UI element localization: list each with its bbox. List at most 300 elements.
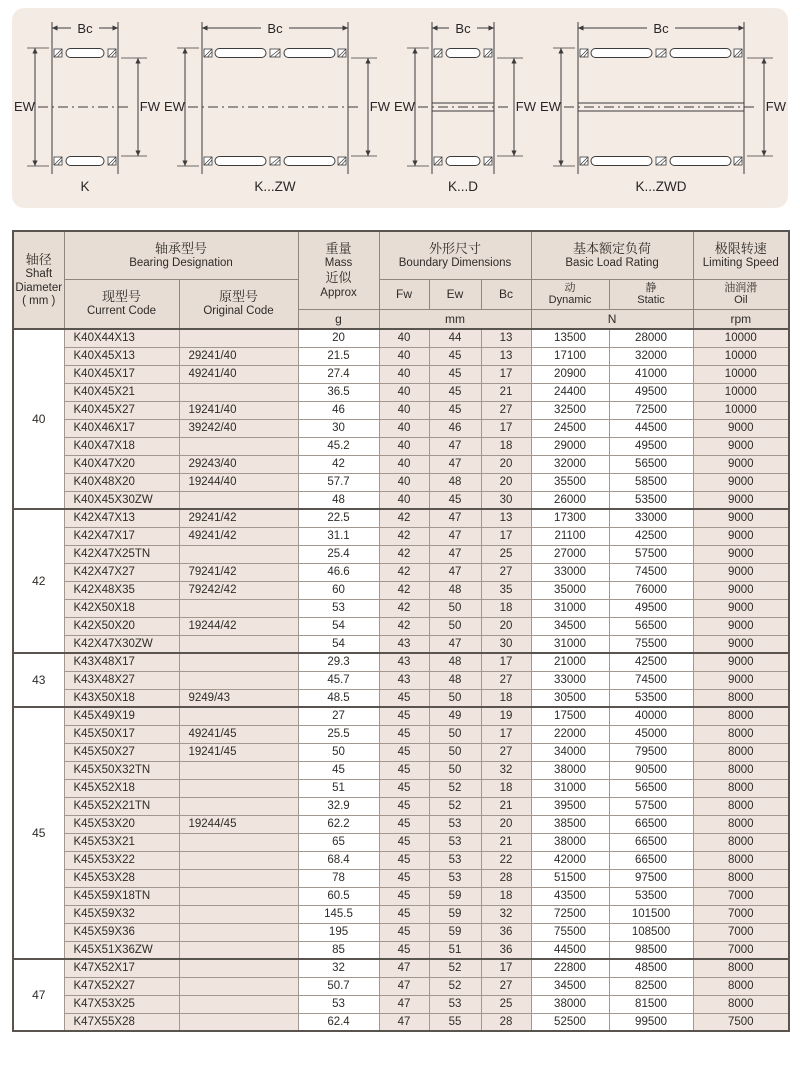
mass-cell: 53 bbox=[298, 995, 379, 1013]
mass-cell: 85 bbox=[298, 941, 379, 959]
header-shaft-cn: 轴径 bbox=[25, 252, 52, 268]
original-code-cell bbox=[179, 905, 298, 923]
original-code-cell bbox=[179, 761, 298, 779]
bc-cell: 13 bbox=[481, 509, 531, 527]
ew-cell: 45 bbox=[429, 347, 481, 365]
fw-cell: 40 bbox=[379, 491, 429, 509]
fw-cell: 45 bbox=[379, 725, 429, 743]
current-code-cell: K40X47X18 bbox=[64, 437, 179, 455]
current-code-cell: K47X53X25 bbox=[64, 995, 179, 1013]
bc-cell: 25 bbox=[481, 545, 531, 563]
original-code-cell: 49241/40 bbox=[179, 365, 298, 383]
bc-dimension-label: Bc bbox=[77, 21, 93, 36]
ew-cell: 48 bbox=[429, 653, 481, 671]
bc-cell: 20 bbox=[481, 617, 531, 635]
static-load-cell: 49500 bbox=[609, 599, 693, 617]
bc-cell: 18 bbox=[481, 887, 531, 905]
shaft-diameter-cell: 43 bbox=[13, 653, 64, 707]
static-load-cell: 97500 bbox=[609, 869, 693, 887]
current-code-cell: K43X48X17 bbox=[64, 653, 179, 671]
header-bc-label: Bc bbox=[499, 287, 514, 301]
dynamic-load-cell: 27000 bbox=[531, 545, 609, 563]
current-code-cell: K45X53X20 bbox=[64, 815, 179, 833]
mass-cell: 50.7 bbox=[298, 977, 379, 995]
current-code-cell: K45X53X28 bbox=[64, 869, 179, 887]
bearing-diagram-k bbox=[12, 10, 162, 206]
original-code-cell: 49241/45 bbox=[179, 725, 298, 743]
current-code-cell: K42X47X27 bbox=[64, 563, 179, 581]
original-code-cell bbox=[179, 707, 298, 725]
original-code-cell: 39242/40 bbox=[179, 419, 298, 437]
mass-cell: 25.5 bbox=[298, 725, 379, 743]
fw-cell: 45 bbox=[379, 923, 429, 941]
current-code-cell: K42X47X13 bbox=[64, 509, 179, 527]
fw-cell: 42 bbox=[379, 563, 429, 581]
current-code-cell: K42X47X30ZW bbox=[64, 635, 179, 653]
header-approx-en: Approx bbox=[320, 286, 357, 299]
bc-cell: 32 bbox=[481, 905, 531, 923]
mass-cell: 62.4 bbox=[298, 1013, 379, 1031]
fw-cell: 42 bbox=[379, 581, 429, 599]
fw-cell: 45 bbox=[379, 779, 429, 797]
bc-cell: 18 bbox=[481, 689, 531, 707]
oil-speed-cell: 9000 bbox=[693, 635, 789, 653]
fw-cell: 45 bbox=[379, 797, 429, 815]
table-row bbox=[13, 401, 789, 419]
ew-cell: 47 bbox=[429, 563, 481, 581]
table-row bbox=[13, 527, 789, 545]
ew-cell: 50 bbox=[429, 743, 481, 761]
ew-cell: 50 bbox=[429, 599, 481, 617]
bearing-type-label: K...ZWD bbox=[635, 179, 687, 194]
header-speed-en: Limiting Speed bbox=[702, 256, 779, 269]
table-row bbox=[13, 473, 789, 491]
mass-cell: 42 bbox=[298, 455, 379, 473]
header-approx-cn: 近似 bbox=[325, 270, 352, 286]
fw-dimension-label: FW bbox=[369, 99, 390, 114]
ew-cell: 59 bbox=[429, 905, 481, 923]
original-code-cell bbox=[179, 833, 298, 851]
load-unit-label: N bbox=[607, 311, 617, 326]
table-row bbox=[13, 599, 789, 617]
bc-cell: 17 bbox=[481, 653, 531, 671]
fw-cell: 45 bbox=[379, 905, 429, 923]
fw-cell: 45 bbox=[379, 869, 429, 887]
dynamic-load-cell: 35500 bbox=[531, 473, 609, 491]
ew-cell: 53 bbox=[429, 869, 481, 887]
oil-speed-cell: 7500 bbox=[693, 1013, 789, 1031]
dynamic-load-cell: 31000 bbox=[531, 599, 609, 617]
static-load-cell: 53500 bbox=[609, 689, 693, 707]
mass-cell: 53 bbox=[298, 599, 379, 617]
table-row bbox=[13, 941, 789, 959]
table-row bbox=[13, 437, 789, 455]
header-oil bbox=[693, 279, 789, 309]
ew-cell: 50 bbox=[429, 725, 481, 743]
bc-cell: 28 bbox=[481, 1013, 531, 1031]
mass-cell: 29.3 bbox=[298, 653, 379, 671]
fw-cell: 45 bbox=[379, 887, 429, 905]
static-load-cell: 101500 bbox=[609, 905, 693, 923]
dynamic-load-cell: 13500 bbox=[531, 329, 609, 347]
header-shaft-en2: Diameter bbox=[15, 281, 63, 294]
current-code-cell: K43X48X27 bbox=[64, 671, 179, 689]
dynamic-load-cell: 39500 bbox=[531, 797, 609, 815]
fw-cell: 40 bbox=[379, 365, 429, 383]
fw-cell: 42 bbox=[379, 599, 429, 617]
table-row bbox=[13, 455, 789, 473]
mass-cell: 36.5 bbox=[298, 383, 379, 401]
bc-cell: 21 bbox=[481, 383, 531, 401]
oil-speed-cell: 9000 bbox=[693, 599, 789, 617]
mass-cell: 32 bbox=[298, 959, 379, 977]
mass-cell: 27.4 bbox=[298, 365, 379, 383]
current-code-cell: K45X59X18TN bbox=[64, 887, 179, 905]
header-speed-unit bbox=[693, 309, 789, 329]
oil-speed-cell: 8000 bbox=[693, 995, 789, 1013]
original-code-cell bbox=[179, 923, 298, 941]
bc-cell: 18 bbox=[481, 599, 531, 617]
fw-cell: 47 bbox=[379, 977, 429, 995]
mass-cell: 27 bbox=[298, 707, 379, 725]
original-code-cell bbox=[179, 887, 298, 905]
oil-speed-cell: 8000 bbox=[693, 761, 789, 779]
static-load-cell: 82500 bbox=[609, 977, 693, 995]
header-original-en: Original Code bbox=[203, 305, 274, 318]
ew-cell: 52 bbox=[429, 959, 481, 977]
current-code-cell: K45X50X32TN bbox=[64, 761, 179, 779]
fw-cell: 42 bbox=[379, 617, 429, 635]
static-load-cell: 66500 bbox=[609, 851, 693, 869]
current-code-cell: K45X52X18 bbox=[64, 779, 179, 797]
header-original-code bbox=[179, 279, 298, 329]
original-code-cell: 79242/42 bbox=[179, 581, 298, 599]
current-code-cell: K42X48X35 bbox=[64, 581, 179, 599]
original-code-cell bbox=[179, 635, 298, 653]
current-code-cell: K42X47X17 bbox=[64, 527, 179, 545]
static-load-cell: 42500 bbox=[609, 653, 693, 671]
table-row bbox=[13, 923, 789, 941]
mass-cell: 65 bbox=[298, 833, 379, 851]
table-row bbox=[13, 995, 789, 1013]
table-row bbox=[13, 959, 789, 977]
header-basic-load-rating bbox=[531, 231, 693, 279]
speed-unit-label: rpm bbox=[730, 311, 752, 326]
fw-cell: 43 bbox=[379, 671, 429, 689]
fw-cell: 42 bbox=[379, 527, 429, 545]
bc-cell: 27 bbox=[481, 563, 531, 581]
current-code-cell: K42X50X18 bbox=[64, 599, 179, 617]
ew-cell: 46 bbox=[429, 419, 481, 437]
ew-cell: 53 bbox=[429, 995, 481, 1013]
header-ew-label: Ew bbox=[446, 287, 464, 301]
static-load-cell: 90500 bbox=[609, 761, 693, 779]
fw-cell: 45 bbox=[379, 941, 429, 959]
header-load-unit bbox=[531, 309, 693, 329]
mass-cell: 60 bbox=[298, 581, 379, 599]
static-load-cell: 56500 bbox=[609, 455, 693, 473]
static-load-cell: 42500 bbox=[609, 527, 693, 545]
header-oil-en: Oil bbox=[734, 294, 748, 306]
static-load-cell: 57500 bbox=[609, 797, 693, 815]
dynamic-load-cell: 22800 bbox=[531, 959, 609, 977]
original-code-cell bbox=[179, 437, 298, 455]
ew-dimension-label: EW bbox=[394, 99, 415, 114]
bc-cell: 21 bbox=[481, 833, 531, 851]
mass-cell: 20 bbox=[298, 329, 379, 347]
fw-cell: 45 bbox=[379, 833, 429, 851]
fw-cell: 40 bbox=[379, 347, 429, 365]
current-code-cell: K47X52X17 bbox=[64, 959, 179, 977]
bc-cell: 13 bbox=[481, 347, 531, 365]
fw-cell: 45 bbox=[379, 743, 429, 761]
dynamic-load-cell: 34500 bbox=[531, 617, 609, 635]
oil-speed-cell: 9000 bbox=[693, 527, 789, 545]
bc-cell: 19 bbox=[481, 707, 531, 725]
static-load-cell: 66500 bbox=[609, 815, 693, 833]
current-code-cell: K40X45X13 bbox=[64, 347, 179, 365]
dynamic-load-cell: 31000 bbox=[531, 779, 609, 797]
mass-cell: 22.5 bbox=[298, 509, 379, 527]
static-load-cell: 32000 bbox=[609, 347, 693, 365]
mass-cell: 60.5 bbox=[298, 887, 379, 905]
table-row bbox=[13, 851, 789, 869]
current-code-cell: K45X50X17 bbox=[64, 725, 179, 743]
dynamic-load-cell: 38000 bbox=[531, 995, 609, 1013]
current-code-cell: K45X59X36 bbox=[64, 923, 179, 941]
mass-unit-label: g bbox=[335, 311, 342, 326]
oil-speed-cell: 9000 bbox=[693, 473, 789, 491]
static-load-cell: 74500 bbox=[609, 671, 693, 689]
current-code-cell: K45X52X21TN bbox=[64, 797, 179, 815]
static-load-cell: 75500 bbox=[609, 635, 693, 653]
header-static-en: Static bbox=[637, 294, 665, 306]
header-boundary-en: Boundary Dimensions bbox=[398, 256, 512, 269]
table-row bbox=[13, 725, 789, 743]
dynamic-load-cell: 34000 bbox=[531, 743, 609, 761]
static-load-cell: 58500 bbox=[609, 473, 693, 491]
dynamic-load-cell: 33000 bbox=[531, 671, 609, 689]
bc-cell: 20 bbox=[481, 815, 531, 833]
original-code-cell: 19244/40 bbox=[179, 473, 298, 491]
bc-cell: 27 bbox=[481, 977, 531, 995]
original-code-cell: 29243/40 bbox=[179, 455, 298, 473]
header-mass-en: Mass bbox=[324, 257, 353, 270]
ew-cell: 47 bbox=[429, 635, 481, 653]
table-row bbox=[13, 887, 789, 905]
static-load-cell: 74500 bbox=[609, 563, 693, 581]
bc-cell: 30 bbox=[481, 491, 531, 509]
original-code-cell: 29241/42 bbox=[179, 509, 298, 527]
mass-cell: 48.5 bbox=[298, 689, 379, 707]
ew-dimension-label: EW bbox=[164, 99, 185, 114]
bearing-diagram-kzwd bbox=[538, 10, 788, 206]
original-code-cell: 19244/42 bbox=[179, 617, 298, 635]
table-row bbox=[13, 581, 789, 599]
mass-cell: 62.2 bbox=[298, 815, 379, 833]
table-row bbox=[13, 779, 789, 797]
bearing-spec-table bbox=[12, 230, 790, 1032]
mass-cell: 45.2 bbox=[298, 437, 379, 455]
ew-cell: 47 bbox=[429, 545, 481, 563]
static-load-cell: 72500 bbox=[609, 401, 693, 419]
static-load-cell: 48500 bbox=[609, 959, 693, 977]
dynamic-load-cell: 38500 bbox=[531, 815, 609, 833]
oil-speed-cell: 8000 bbox=[693, 869, 789, 887]
ew-cell: 52 bbox=[429, 977, 481, 995]
mass-cell: 32.9 bbox=[298, 797, 379, 815]
dynamic-load-cell: 75500 bbox=[531, 923, 609, 941]
fw-cell: 42 bbox=[379, 545, 429, 563]
current-code-cell: K47X52X27 bbox=[64, 977, 179, 995]
mass-cell: 21.5 bbox=[298, 347, 379, 365]
bearing-diagram-kzw bbox=[162, 10, 392, 206]
shaft-diameter-cell: 45 bbox=[13, 707, 64, 959]
fw-cell: 45 bbox=[379, 707, 429, 725]
oil-speed-cell: 9000 bbox=[693, 491, 789, 509]
original-code-cell bbox=[179, 941, 298, 959]
header-dynamic bbox=[531, 279, 609, 309]
oil-speed-cell: 9000 bbox=[693, 563, 789, 581]
original-code-cell bbox=[179, 869, 298, 887]
fw-cell: 47 bbox=[379, 959, 429, 977]
ew-cell: 53 bbox=[429, 815, 481, 833]
current-code-cell: K45X51X36ZW bbox=[64, 941, 179, 959]
bc-cell: 20 bbox=[481, 473, 531, 491]
oil-speed-cell: 7000 bbox=[693, 887, 789, 905]
fw-cell: 40 bbox=[379, 383, 429, 401]
header-load-cn: 基本额定负荷 bbox=[573, 240, 652, 256]
header-designation-en: Bearing Designation bbox=[129, 256, 233, 269]
bearing-type-label: K...ZW bbox=[254, 179, 296, 194]
bc-cell: 17 bbox=[481, 725, 531, 743]
table-row bbox=[13, 653, 789, 671]
mass-cell: 51 bbox=[298, 779, 379, 797]
header-ew bbox=[429, 279, 481, 309]
dynamic-load-cell: 20900 bbox=[531, 365, 609, 383]
mass-cell: 46.6 bbox=[298, 563, 379, 581]
header-shaft-en1: Shaft bbox=[25, 268, 53, 281]
oil-speed-cell: 10000 bbox=[693, 401, 789, 419]
bc-cell: 18 bbox=[481, 437, 531, 455]
bc-cell: 17 bbox=[481, 419, 531, 437]
oil-speed-cell: 8000 bbox=[693, 707, 789, 725]
current-code-cell: K45X49X19 bbox=[64, 707, 179, 725]
original-code-cell bbox=[179, 1013, 298, 1031]
header-fw bbox=[379, 279, 429, 309]
oil-speed-cell: 9000 bbox=[693, 437, 789, 455]
current-code-cell: K47X55X28 bbox=[64, 1013, 179, 1031]
dynamic-load-cell: 42000 bbox=[531, 851, 609, 869]
header-load-en: Basic Load Rating bbox=[565, 256, 659, 269]
current-code-cell: K40X45X21 bbox=[64, 383, 179, 401]
bc-cell: 36 bbox=[481, 941, 531, 959]
header-fw-label: Fw bbox=[396, 287, 413, 301]
fw-dimension-label: FW bbox=[765, 99, 786, 114]
current-code-cell: K40X45X27 bbox=[64, 401, 179, 419]
header-boundary-dimensions bbox=[379, 231, 531, 279]
original-code-cell: 29241/40 bbox=[179, 347, 298, 365]
fw-cell: 43 bbox=[379, 653, 429, 671]
mass-cell: 46 bbox=[298, 401, 379, 419]
original-code-cell bbox=[179, 383, 298, 401]
mass-cell: 195 bbox=[298, 923, 379, 941]
oil-speed-cell: 7000 bbox=[693, 941, 789, 959]
table-row bbox=[13, 833, 789, 851]
oil-speed-cell: 8000 bbox=[693, 977, 789, 995]
dynamic-load-cell: 31000 bbox=[531, 635, 609, 653]
original-code-cell: 9249/43 bbox=[179, 689, 298, 707]
dynamic-load-cell: 43500 bbox=[531, 887, 609, 905]
ew-cell: 59 bbox=[429, 923, 481, 941]
dynamic-load-cell: 21000 bbox=[531, 653, 609, 671]
bc-dimension-label: Bc bbox=[267, 21, 283, 36]
diagram-panel bbox=[12, 8, 788, 208]
header-shaft-unit: ( mm ) bbox=[22, 294, 56, 307]
dynamic-load-cell: 24500 bbox=[531, 419, 609, 437]
oil-speed-cell: 9000 bbox=[693, 509, 789, 527]
static-load-cell: 56500 bbox=[609, 779, 693, 797]
header-static-cn: 静 bbox=[645, 281, 657, 294]
dynamic-load-cell: 17500 bbox=[531, 707, 609, 725]
table-row bbox=[13, 743, 789, 761]
table-row bbox=[13, 509, 789, 527]
dynamic-load-cell: 29000 bbox=[531, 437, 609, 455]
original-code-cell bbox=[179, 779, 298, 797]
static-load-cell: 40000 bbox=[609, 707, 693, 725]
oil-speed-cell: 8000 bbox=[693, 833, 789, 851]
oil-speed-cell: 7000 bbox=[693, 923, 789, 941]
header-static bbox=[609, 279, 693, 309]
table-row bbox=[13, 977, 789, 995]
ew-cell: 48 bbox=[429, 473, 481, 491]
oil-speed-cell: 8000 bbox=[693, 797, 789, 815]
fw-cell: 40 bbox=[379, 473, 429, 491]
fw-cell: 45 bbox=[379, 689, 429, 707]
dynamic-load-cell: 51500 bbox=[531, 869, 609, 887]
header-current-cn: 现型号 bbox=[101, 289, 141, 305]
bc-cell: 28 bbox=[481, 869, 531, 887]
current-code-cell: K40X46X17 bbox=[64, 419, 179, 437]
static-load-cell: 76000 bbox=[609, 581, 693, 599]
oil-speed-cell: 8000 bbox=[693, 689, 789, 707]
static-load-cell: 66500 bbox=[609, 833, 693, 851]
mass-cell: 25.4 bbox=[298, 545, 379, 563]
table-row bbox=[13, 815, 789, 833]
fw-cell: 45 bbox=[379, 761, 429, 779]
bearing-type-label: K bbox=[80, 179, 90, 194]
oil-speed-cell: 9000 bbox=[693, 671, 789, 689]
table-header bbox=[13, 231, 789, 329]
table-row bbox=[13, 689, 789, 707]
mass-cell: 30 bbox=[298, 419, 379, 437]
table-row bbox=[13, 329, 789, 347]
static-load-cell: 53500 bbox=[609, 491, 693, 509]
bc-cell: 17 bbox=[481, 959, 531, 977]
mass-cell: 31.1 bbox=[298, 527, 379, 545]
dynamic-load-cell: 44500 bbox=[531, 941, 609, 959]
ew-cell: 52 bbox=[429, 797, 481, 815]
dynamic-load-cell: 32000 bbox=[531, 455, 609, 473]
table-row bbox=[13, 797, 789, 815]
ew-cell: 45 bbox=[429, 365, 481, 383]
ew-cell: 45 bbox=[429, 383, 481, 401]
static-load-cell: 53500 bbox=[609, 887, 693, 905]
dynamic-load-cell: 21100 bbox=[531, 527, 609, 545]
bc-cell: 27 bbox=[481, 401, 531, 419]
fw-cell: 45 bbox=[379, 851, 429, 869]
oil-speed-cell: 8000 bbox=[693, 815, 789, 833]
